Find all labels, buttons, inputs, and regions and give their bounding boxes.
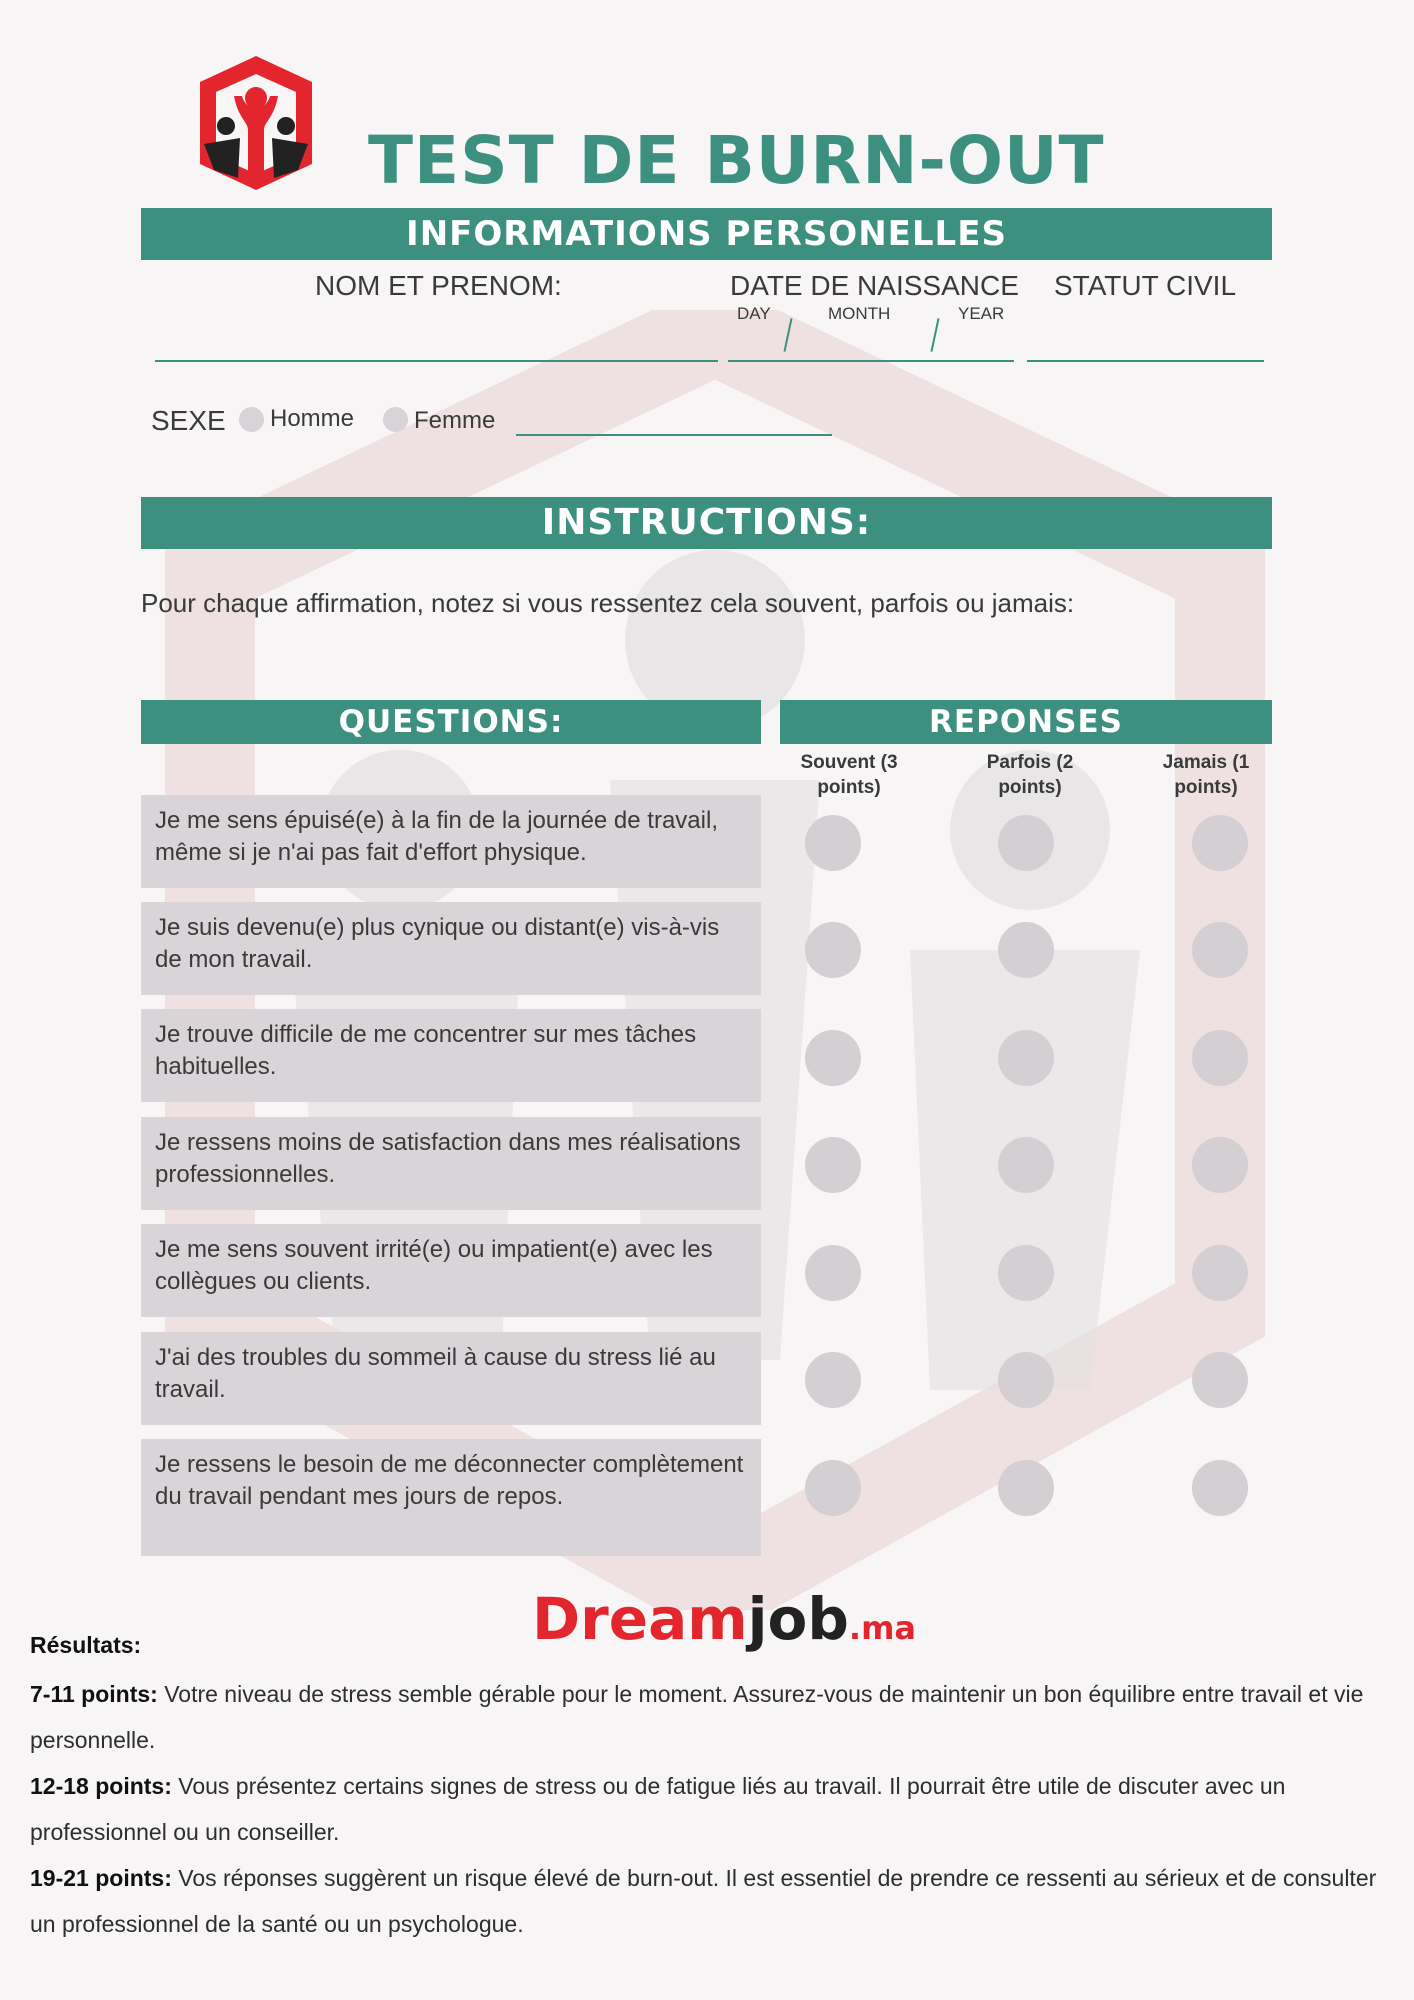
q1-parfois-radio[interactable] (998, 815, 1054, 871)
q3-souvent-radio[interactable] (805, 1030, 861, 1086)
result-item-1 (30, 1671, 1390, 1763)
month-label: MONTH (828, 304, 891, 323)
q5-souvent-radio[interactable] (805, 1245, 861, 1301)
q2-jamais-radio[interactable] (1192, 922, 1248, 978)
sex-radio-femme[interactable] (383, 407, 408, 432)
question-2: Je suis devenu(e) plus cynique ou distant(e) vis-à-vis de mon travail. (141, 902, 761, 995)
result-text-3: Vos réponses suggèrent un risque élevé de burn-out. Il est essentiel de prendre ce ressenti au sérieux et de consulter un professionnel de la santé ou un psychologue. (30, 1865, 1377, 1937)
name-field[interactable] (155, 360, 718, 362)
brand-logo (532, 1585, 916, 1653)
sex-other-field[interactable] (516, 434, 832, 436)
responses-header-label: REPONSES (929, 704, 1123, 740)
day-label: DAY (737, 304, 771, 323)
section-header-info (141, 208, 1272, 260)
questions-header-label: QUESTIONS: (338, 704, 564, 740)
q4-jamais-radio[interactable] (1192, 1137, 1248, 1193)
question-4: Je ressens moins de satisfaction dans mes réalisations professionnelles. (141, 1117, 761, 1210)
result-text-2: Vous présentez certains signes de stress ou de fatigue liés au travail. Il pourrait être utile de discuter avec un professionnel ou un conseiller. (30, 1773, 1286, 1845)
questions-header (141, 700, 761, 744)
column-jamais: Jamais (1 points) (1162, 752, 1250, 798)
result-item-3 (30, 1855, 1390, 1947)
responses-header (780, 700, 1272, 744)
result-range-2: 12-18 points: (30, 1773, 172, 1799)
logo-icon (190, 52, 322, 194)
page-title: TEST DE BURN-OUT (368, 122, 1105, 199)
section-header-instructions (141, 497, 1272, 549)
q3-parfois-radio[interactable] (998, 1030, 1054, 1086)
year-label: YEAR (958, 304, 1005, 323)
q5-jamais-radio[interactable] (1192, 1245, 1248, 1301)
q5-parfois-radio[interactable] (998, 1245, 1054, 1301)
name-label: NOM ET PRENOM: (315, 270, 562, 301)
instructions-text: Pour chaque affirmation, notez si vous ressentez cela souvent, parfois ou jamais: (141, 588, 1075, 618)
column-parfois: Parfois (2 points) (986, 752, 1074, 798)
civil-status-label: STATUT CIVIL (1054, 270, 1237, 301)
q2-parfois-radio[interactable] (998, 922, 1054, 978)
section-header-instructions-label: INSTRUCTIONS: (541, 502, 872, 543)
q7-jamais-radio[interactable] (1192, 1460, 1248, 1516)
q1-souvent-radio[interactable] (805, 815, 861, 871)
q2-souvent-radio[interactable] (805, 922, 861, 978)
sex-option-homme: Homme (270, 405, 355, 432)
q6-souvent-radio[interactable] (805, 1352, 861, 1408)
question-5: Je me sens souvent irrité(e) ou impatient(e) avec les collègues ou clients. (141, 1224, 761, 1317)
q6-jamais-radio[interactable] (1192, 1352, 1248, 1408)
brand-part-job: job (747, 1585, 849, 1653)
question-7: Je ressens le besoin de me déconnecter complètement du travail pendant mes jours de repos. (141, 1439, 761, 1556)
sex-label: SEXE (151, 405, 226, 436)
results-title: Résultats: (30, 1632, 142, 1658)
q7-parfois-radio[interactable] (998, 1460, 1054, 1516)
q1-jamais-radio[interactable] (1192, 815, 1248, 871)
column-souvent: Souvent (3 points) (800, 752, 898, 798)
q4-souvent-radio[interactable] (805, 1137, 861, 1193)
q4-parfois-radio[interactable] (998, 1137, 1054, 1193)
brand-part-dream: Dream (532, 1585, 748, 1653)
sex-radio-homme[interactable] (239, 407, 264, 432)
q7-souvent-radio[interactable] (805, 1460, 861, 1516)
dob-label: DATE DE NAISSANCE (730, 270, 1019, 301)
question-6: J'ai des troubles du sommeil à cause du stress lié au travail. (141, 1332, 761, 1425)
result-text-1: Votre niveau de stress semble gérable pour le moment. Assurez-vous de maintenir un bon équilibre entre travail et vie personnelle. (30, 1681, 1364, 1753)
result-item-2 (30, 1763, 1390, 1855)
dob-field[interactable] (728, 360, 1014, 362)
question-1: Je me sens épuisé(e) à la fin de la journée de travail, même si je n'ai pas fait d'effort physique. (141, 795, 761, 888)
brand-part-ma: .ma (848, 1609, 917, 1647)
sex-option-femme: Femme (414, 407, 496, 434)
result-range-1: 7-11 points: (30, 1681, 158, 1707)
q3-jamais-radio[interactable] (1192, 1030, 1248, 1086)
section-header-info-label: INFORMATIONS PERSONELLES (406, 214, 1007, 254)
result-range-3: 19-21 points: (30, 1865, 172, 1891)
q6-parfois-radio[interactable] (998, 1352, 1054, 1408)
question-3: Je trouve difficile de me concentrer sur mes tâches habituelles. (141, 1009, 761, 1102)
civil-status-field[interactable] (1027, 360, 1264, 362)
